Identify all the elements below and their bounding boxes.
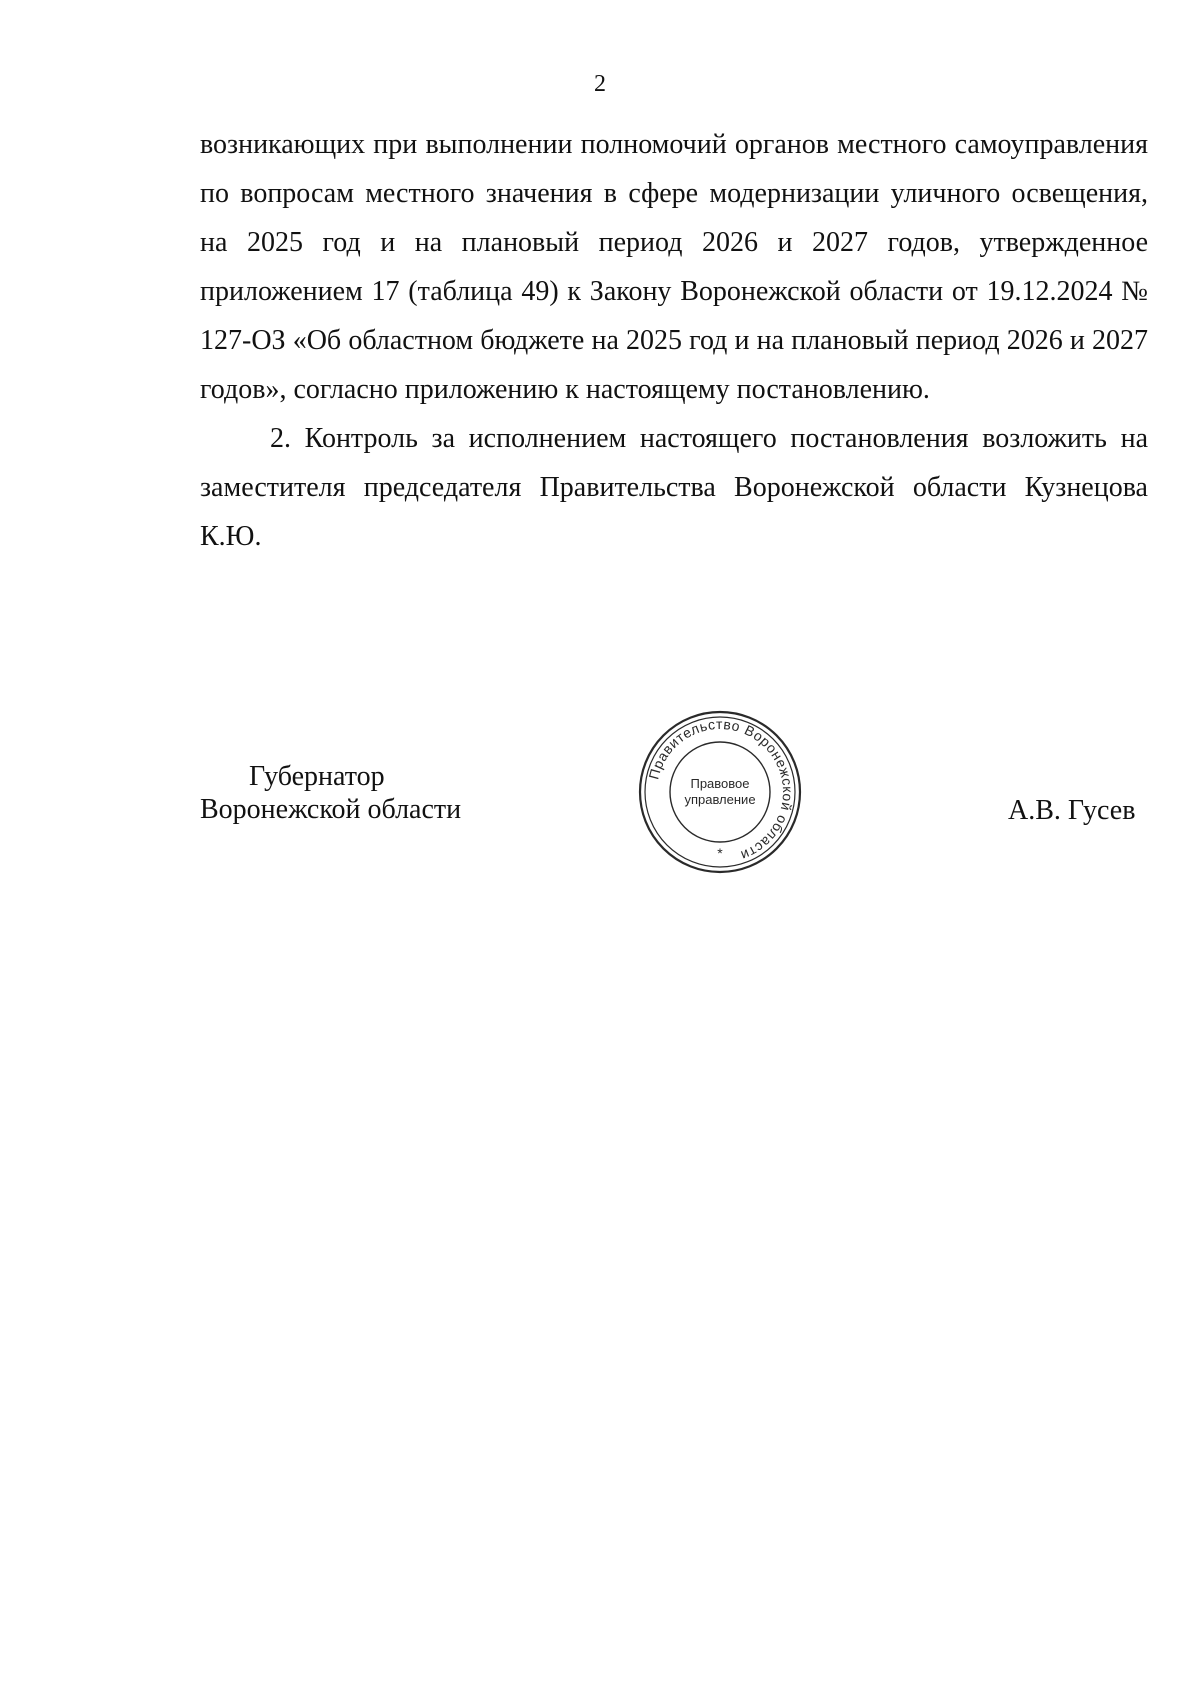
paragraph-control-clause: 2. Контроль за исполнением настоящего постановления возложить на заместителя председателя Правительства Воронежской области Кузнецова К.Ю. [200,423,1148,552]
paragraph-continuation: возникающих при выполнении полномочий органов местного самоуправления по вопросам местного значения в сфере модернизации уличного освещения, на 2025 год и на плановый период 2026 и 2027 годов, утвержденное приложением 17 (таблица 49) к Закону Воронежской области от 19.12.2024 № 127-ОЗ «Об областном бюджете на 2025 год и на плановый период 2026 и 2027 годов», согласно приложению к настоящему постановлению. [200,129,1148,405]
signatory-region: Воронежской области [200,794,462,825]
signatory-name: А.В. Гусев [1008,795,1136,826]
document-body [200,120,1148,561]
page-number: 2 [594,71,606,97]
stamp-center-line1: Правовое [690,776,750,791]
stamp-center-line2: управление [684,792,756,807]
official-stamp [636,708,804,876]
stamp-seal-graphic [636,708,804,876]
signatory-title [200,760,461,826]
stamp-outer-text: Правительство Воронежской области [645,715,797,865]
signatory-position: Губернатор [249,761,385,792]
stamp-star-mark: * [717,845,723,861]
